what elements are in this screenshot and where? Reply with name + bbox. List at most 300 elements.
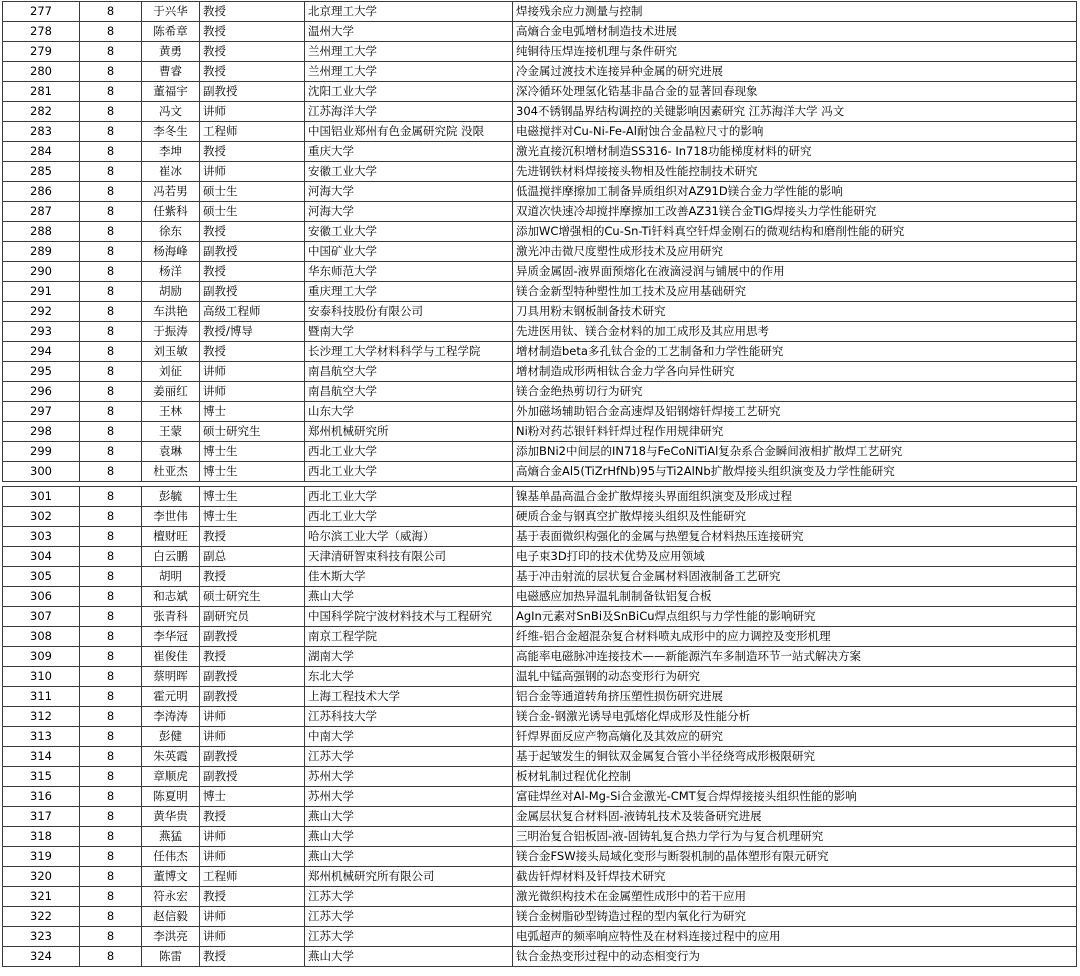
group-cell: 8 bbox=[80, 222, 142, 242]
group-cell: 8 bbox=[80, 102, 142, 122]
organization-cell: 西北工业大学 bbox=[305, 487, 513, 507]
name-cell: 燕猛 bbox=[142, 827, 200, 847]
group-cell: 8 bbox=[80, 2, 142, 22]
group-cell: 8 bbox=[80, 687, 142, 707]
name-cell: 于振涛 bbox=[142, 322, 200, 342]
group-cell: 8 bbox=[80, 707, 142, 727]
report-topic-cell: 截齿钎焊材料及钎焊技术研究 bbox=[513, 867, 1077, 887]
report-topic-cell: 304不锈钢晶界结构调控的关键影响因素研究 江苏海洋大学 冯文 bbox=[513, 102, 1077, 122]
report-topic-cell: 温轧中锰高强钢的动态变形行为研究 bbox=[513, 667, 1077, 687]
report-topic-cell: 增材制造beta多孔钛合金的工艺制备和力学性能研究 bbox=[513, 342, 1077, 362]
name-cell: 杨海峰 bbox=[142, 242, 200, 262]
table-row bbox=[3, 22, 1077, 42]
group-cell: 8 bbox=[80, 767, 142, 787]
name-cell: 冯文 bbox=[142, 102, 200, 122]
row-number-cell: 315 bbox=[3, 767, 80, 787]
row-number-cell: 292 bbox=[3, 302, 80, 322]
report-topic-cell: 镁合金树脂砂型铸造过程的型内氧化行为研究 bbox=[513, 907, 1077, 927]
job-title-cell: 讲师 bbox=[200, 847, 305, 867]
group-cell: 8 bbox=[80, 22, 142, 42]
organization-cell: 东北大学 bbox=[305, 667, 513, 687]
row-number-cell: 305 bbox=[3, 567, 80, 587]
report-topic-cell: 激光微织构技术在金属塑性成形中的若干应用 bbox=[513, 887, 1077, 907]
table-row bbox=[3, 462, 1077, 482]
group-cell: 8 bbox=[80, 867, 142, 887]
row-number-cell: 293 bbox=[3, 322, 80, 342]
table-row bbox=[3, 42, 1077, 62]
group-cell: 8 bbox=[80, 62, 142, 82]
job-title-cell: 副教授 bbox=[200, 667, 305, 687]
organization-cell: 华东师范大学 bbox=[305, 262, 513, 282]
organization-cell: 燕山大学 bbox=[305, 847, 513, 867]
job-title-cell: 教授 bbox=[200, 807, 305, 827]
name-cell: 檀财旺 bbox=[142, 527, 200, 547]
group-cell: 8 bbox=[80, 507, 142, 527]
table-row bbox=[3, 2, 1077, 22]
table-row bbox=[3, 82, 1077, 102]
row-number-cell: 298 bbox=[3, 422, 80, 442]
name-cell: 李洪亮 bbox=[142, 927, 200, 947]
report-topic-cell: 冷金属过渡技术连接异种金属的研究进展 bbox=[513, 62, 1077, 82]
row-number-cell: 306 bbox=[3, 587, 80, 607]
name-cell: 董博文 bbox=[142, 867, 200, 887]
report-topic-cell: 三明治复合铝板固-液-固铸轧复合热力学行为与复合机理研究 bbox=[513, 827, 1077, 847]
row-number-cell: 322 bbox=[3, 907, 80, 927]
group-cell: 8 bbox=[80, 342, 142, 362]
group-cell: 8 bbox=[80, 827, 142, 847]
job-title-cell: 副教授 bbox=[200, 282, 305, 302]
report-topic-cell: AgIn元素对SnBi及SnBiCu焊点组织与力学性能的影响研究 bbox=[513, 607, 1077, 627]
job-title-cell: 教授 bbox=[200, 2, 305, 22]
name-cell: 徐东 bbox=[142, 222, 200, 242]
name-cell: 王蒙 bbox=[142, 422, 200, 442]
group-cell: 8 bbox=[80, 262, 142, 282]
group-cell: 8 bbox=[80, 927, 142, 947]
name-cell: 崔俊佳 bbox=[142, 647, 200, 667]
table-row bbox=[3, 322, 1077, 342]
organization-cell: 中国科学院宁波材料技术与工程研究 bbox=[305, 607, 513, 627]
table-row bbox=[3, 947, 1077, 967]
organization-cell: 中南大学 bbox=[305, 727, 513, 747]
organization-cell: 苏州大学 bbox=[305, 787, 513, 807]
row-number-cell: 308 bbox=[3, 627, 80, 647]
group-cell: 8 bbox=[80, 647, 142, 667]
report-topic-cell: 板材轧制过程优化控制 bbox=[513, 767, 1077, 787]
job-title-cell: 硕士研究生 bbox=[200, 587, 305, 607]
row-number-cell: 303 bbox=[3, 527, 80, 547]
organization-cell: 燕山大学 bbox=[305, 807, 513, 827]
table-row bbox=[3, 587, 1077, 607]
group-cell: 8 bbox=[80, 242, 142, 262]
job-title-cell: 教授 bbox=[200, 947, 305, 967]
name-cell: 杜亚杰 bbox=[142, 462, 200, 482]
speaker-table-sheet bbox=[2, 1, 1076, 967]
row-number-cell: 296 bbox=[3, 382, 80, 402]
report-topic-cell: 异质金属固-液界面预熔化在液滴浸润与铺展中的作用 bbox=[513, 262, 1077, 282]
row-number-cell: 300 bbox=[3, 462, 80, 482]
job-title-cell: 教授 bbox=[200, 887, 305, 907]
table-row bbox=[3, 847, 1077, 867]
row-number-cell: 288 bbox=[3, 222, 80, 242]
table-row bbox=[3, 402, 1077, 422]
job-title-cell: 讲师 bbox=[200, 362, 305, 382]
group-cell: 8 bbox=[80, 787, 142, 807]
name-cell: 朱英霞 bbox=[142, 747, 200, 767]
job-title-cell: 讲师 bbox=[200, 102, 305, 122]
name-cell: 胡明 bbox=[142, 567, 200, 587]
name-cell: 李华冠 bbox=[142, 627, 200, 647]
table-row bbox=[3, 707, 1077, 727]
organization-cell: 安泰科技股份有限公司 bbox=[305, 302, 513, 322]
table-row bbox=[3, 727, 1077, 747]
group-cell: 8 bbox=[80, 422, 142, 442]
organization-cell: 南昌航空大学 bbox=[305, 362, 513, 382]
group-cell: 8 bbox=[80, 587, 142, 607]
job-title-cell: 博士 bbox=[200, 787, 305, 807]
organization-cell: 西北工业大学 bbox=[305, 462, 513, 482]
name-cell: 于兴华 bbox=[142, 2, 200, 22]
speaker-table bbox=[2, 1, 1077, 967]
organization-cell: 江苏海洋大学 bbox=[305, 102, 513, 122]
row-number-cell: 279 bbox=[3, 42, 80, 62]
table-row bbox=[3, 242, 1077, 262]
table-row bbox=[3, 907, 1077, 927]
name-cell: 赵信毅 bbox=[142, 907, 200, 927]
job-title-cell: 高级工程师 bbox=[200, 302, 305, 322]
name-cell: 胡励 bbox=[142, 282, 200, 302]
job-title-cell: 教授 bbox=[200, 262, 305, 282]
name-cell: 车洪艳 bbox=[142, 302, 200, 322]
report-topic-cell: 电子束3D打印的技术优势及应用领域 bbox=[513, 547, 1077, 567]
row-number-cell: 287 bbox=[3, 202, 80, 222]
group-cell: 8 bbox=[80, 162, 142, 182]
organization-cell: 燕山大学 bbox=[305, 587, 513, 607]
table-row bbox=[3, 647, 1077, 667]
group-cell: 8 bbox=[80, 947, 142, 967]
name-cell: 李涛涛 bbox=[142, 707, 200, 727]
row-number-cell: 289 bbox=[3, 242, 80, 262]
row-number-cell: 297 bbox=[3, 402, 80, 422]
report-topic-cell: 硬质合金与钢真空扩散焊接头组织及性能研究 bbox=[513, 507, 1077, 527]
name-cell: 陈希章 bbox=[142, 22, 200, 42]
report-topic-cell: 电磁感应加热异温轧制制备钛铝复合板 bbox=[513, 587, 1077, 607]
table-row bbox=[3, 827, 1077, 847]
job-title-cell: 博士生 bbox=[200, 507, 305, 527]
organization-cell: 安徽工业大学 bbox=[305, 222, 513, 242]
row-number-cell: 313 bbox=[3, 727, 80, 747]
report-topic-cell: 深冷循环处理氢化锆基非晶合金的显著回春现象 bbox=[513, 82, 1077, 102]
row-number-cell: 320 bbox=[3, 867, 80, 887]
row-number-cell: 318 bbox=[3, 827, 80, 847]
group-cell: 8 bbox=[80, 42, 142, 62]
organization-cell: 郑州机械研究所有限公司 bbox=[305, 867, 513, 887]
job-title-cell: 教授 bbox=[200, 142, 305, 162]
report-topic-cell: 富硅焊丝对Al-Mg-Si合金激光-CMT复合焊焊接接头组织性能的影响 bbox=[513, 787, 1077, 807]
organization-cell: 兰州理工大学 bbox=[305, 62, 513, 82]
organization-cell: 湖南大学 bbox=[305, 647, 513, 667]
name-cell: 李世伟 bbox=[142, 507, 200, 527]
group-cell: 8 bbox=[80, 402, 142, 422]
job-title-cell: 副研究员 bbox=[200, 607, 305, 627]
row-number-cell: 317 bbox=[3, 807, 80, 827]
job-title-cell: 副教授 bbox=[200, 627, 305, 647]
report-topic-cell: 纤维-铝合金超混杂复合材料喷丸成形中的应力调控及变形机理 bbox=[513, 627, 1077, 647]
table-row bbox=[3, 222, 1077, 242]
organization-cell: 西北工业大学 bbox=[305, 507, 513, 527]
job-title-cell: 教授 bbox=[200, 62, 305, 82]
report-topic-cell: 金属层状复合材料固-液铸轧技术及装备研究进展 bbox=[513, 807, 1077, 827]
report-topic-cell: 镁合金绝热剪切行为研究 bbox=[513, 382, 1077, 402]
name-cell: 冯若男 bbox=[142, 182, 200, 202]
job-title-cell: 副教授 bbox=[200, 747, 305, 767]
report-topic-cell: 铝合金等通道转角挤压塑性损伤研究进展 bbox=[513, 687, 1077, 707]
table-row bbox=[3, 487, 1077, 507]
report-topic-cell: 刀具用粉末钢板制备技术研究 bbox=[513, 302, 1077, 322]
organization-cell: 中国矿业大学 bbox=[305, 242, 513, 262]
name-cell: 曹睿 bbox=[142, 62, 200, 82]
table-row bbox=[3, 927, 1077, 947]
job-title-cell: 硕士研究生 bbox=[200, 422, 305, 442]
table-row bbox=[3, 627, 1077, 647]
name-cell: 和志斌 bbox=[142, 587, 200, 607]
group-cell: 8 bbox=[80, 302, 142, 322]
group-cell: 8 bbox=[80, 382, 142, 402]
organization-cell: 哈尔滨工业大学（威海） bbox=[305, 527, 513, 547]
name-cell: 霍元明 bbox=[142, 687, 200, 707]
row-number-cell: 277 bbox=[3, 2, 80, 22]
row-number-cell: 307 bbox=[3, 607, 80, 627]
name-cell: 姜丽红 bbox=[142, 382, 200, 402]
name-cell: 黄勇 bbox=[142, 42, 200, 62]
organization-cell: 长沙理工大学材料科学与工程学院 bbox=[305, 342, 513, 362]
row-number-cell: 282 bbox=[3, 102, 80, 122]
report-topic-cell: 焊接残余应力测量与控制 bbox=[513, 2, 1077, 22]
organization-cell: 苏州大学 bbox=[305, 767, 513, 787]
job-title-cell: 讲师 bbox=[200, 827, 305, 847]
report-topic-cell: 先进医用钛、镁合金材料的加工成形及其应用思考 bbox=[513, 322, 1077, 342]
report-topic-cell: 纯铜待压焊连接机理与条件研究 bbox=[513, 42, 1077, 62]
table-row bbox=[3, 547, 1077, 567]
row-number-cell: 290 bbox=[3, 262, 80, 282]
job-title-cell: 教授/博导 bbox=[200, 322, 305, 342]
organization-cell: 江苏大学 bbox=[305, 747, 513, 767]
organization-cell: 沈阳工业大学 bbox=[305, 82, 513, 102]
row-number-cell: 283 bbox=[3, 122, 80, 142]
name-cell: 蔡明晖 bbox=[142, 667, 200, 687]
row-number-cell: 280 bbox=[3, 62, 80, 82]
group-cell: 8 bbox=[80, 627, 142, 647]
organization-cell: 燕山大学 bbox=[305, 947, 513, 967]
name-cell: 李坤 bbox=[142, 142, 200, 162]
organization-cell: 中国铝业郑州有色金属研究院 没限 bbox=[305, 122, 513, 142]
group-cell: 8 bbox=[80, 442, 142, 462]
organization-cell: 河海大学 bbox=[305, 202, 513, 222]
table-row bbox=[3, 162, 1077, 182]
job-title-cell: 讲师 bbox=[200, 162, 305, 182]
group-cell: 8 bbox=[80, 667, 142, 687]
job-title-cell: 讲师 bbox=[200, 927, 305, 947]
group-cell: 8 bbox=[80, 142, 142, 162]
job-title-cell: 教授 bbox=[200, 647, 305, 667]
organization-cell: 暨南大学 bbox=[305, 322, 513, 342]
group-cell: 8 bbox=[80, 607, 142, 627]
table-row bbox=[3, 567, 1077, 587]
job-title-cell: 工程师 bbox=[200, 122, 305, 142]
name-cell: 黄华贵 bbox=[142, 807, 200, 827]
group-cell: 8 bbox=[80, 462, 142, 482]
group-cell: 8 bbox=[80, 182, 142, 202]
job-title-cell: 讲师 bbox=[200, 707, 305, 727]
table-body bbox=[3, 2, 1077, 967]
job-title-cell: 教授 bbox=[200, 567, 305, 587]
report-topic-cell: 先进钢铁材料焊接接头物相及性能控制技术研究 bbox=[513, 162, 1077, 182]
group-cell: 8 bbox=[80, 202, 142, 222]
job-title-cell: 副教授 bbox=[200, 82, 305, 102]
group-cell: 8 bbox=[80, 322, 142, 342]
job-title-cell: 副教授 bbox=[200, 242, 305, 262]
table-row bbox=[3, 607, 1077, 627]
organization-cell: 燕山大学 bbox=[305, 827, 513, 847]
name-cell: 任伟杰 bbox=[142, 847, 200, 867]
job-title-cell: 讲师 bbox=[200, 727, 305, 747]
job-title-cell: 硕士生 bbox=[200, 202, 305, 222]
row-number-cell: 314 bbox=[3, 747, 80, 767]
name-cell: 崔冰 bbox=[142, 162, 200, 182]
organization-cell: 温州大学 bbox=[305, 22, 513, 42]
organization-cell: 江苏大学 bbox=[305, 887, 513, 907]
organization-cell: 南昌航空大学 bbox=[305, 382, 513, 402]
row-number-cell: 278 bbox=[3, 22, 80, 42]
name-cell: 任紫科 bbox=[142, 202, 200, 222]
job-title-cell: 讲师 bbox=[200, 382, 305, 402]
row-number-cell: 311 bbox=[3, 687, 80, 707]
row-number-cell: 281 bbox=[3, 82, 80, 102]
row-number-cell: 301 bbox=[3, 487, 80, 507]
name-cell: 张青科 bbox=[142, 607, 200, 627]
job-title-cell: 博士生 bbox=[200, 462, 305, 482]
table-row bbox=[3, 787, 1077, 807]
group-cell: 8 bbox=[80, 527, 142, 547]
name-cell: 王林 bbox=[142, 402, 200, 422]
row-number-cell: 321 bbox=[3, 887, 80, 907]
name-cell: 刘玉敏 bbox=[142, 342, 200, 362]
job-title-cell: 副教授 bbox=[200, 687, 305, 707]
row-number-cell: 310 bbox=[3, 667, 80, 687]
group-cell: 8 bbox=[80, 487, 142, 507]
row-number-cell: 299 bbox=[3, 442, 80, 462]
report-topic-cell: 电弧超声的频率响应特性及在材料连接过程中的应用 bbox=[513, 927, 1077, 947]
job-title-cell: 教授 bbox=[200, 342, 305, 362]
group-cell: 8 bbox=[80, 82, 142, 102]
group-cell: 8 bbox=[80, 727, 142, 747]
report-topic-cell: 镍基单晶高温合金扩散焊接头界面组织演变及形成过程 bbox=[513, 487, 1077, 507]
name-cell: 白云鹏 bbox=[142, 547, 200, 567]
row-number-cell: 285 bbox=[3, 162, 80, 182]
report-topic-cell: 添加WC增强相的Cu-Sn-Ti钎料真空钎焊金刚石的微观结构和磨削性能的研究 bbox=[513, 222, 1077, 242]
job-title-cell: 教授 bbox=[200, 22, 305, 42]
organization-cell: 江苏大学 bbox=[305, 927, 513, 947]
table-row bbox=[3, 687, 1077, 707]
row-number-cell: 324 bbox=[3, 947, 80, 967]
report-topic-cell: 基于表面微织构强化的金属与热塑复合材料热压连接研究 bbox=[513, 527, 1077, 547]
job-title-cell: 副总 bbox=[200, 547, 305, 567]
job-title-cell: 教授 bbox=[200, 527, 305, 547]
organization-cell: 重庆大学 bbox=[305, 142, 513, 162]
organization-cell: 上海工程技术大学 bbox=[305, 687, 513, 707]
report-topic-cell: 激光冲击微尺度塑性成形技术及应用研究 bbox=[513, 242, 1077, 262]
table-row bbox=[3, 62, 1077, 82]
table-row bbox=[3, 262, 1077, 282]
row-number-cell: 323 bbox=[3, 927, 80, 947]
group-cell: 8 bbox=[80, 567, 142, 587]
organization-cell: 佳木斯大学 bbox=[305, 567, 513, 587]
table-row bbox=[3, 442, 1077, 462]
report-topic-cell: 钛合金热变形过程中的动态相变行为 bbox=[513, 947, 1077, 967]
table-row bbox=[3, 362, 1077, 382]
job-title-cell: 博士生 bbox=[200, 487, 305, 507]
row-number-cell: 302 bbox=[3, 507, 80, 527]
table-row bbox=[3, 202, 1077, 222]
name-cell: 董福宇 bbox=[142, 82, 200, 102]
row-number-cell: 295 bbox=[3, 362, 80, 382]
report-topic-cell: 双道次快速冷却搅拌摩擦加工改善AZ31镁合金TIG焊接头力学性能研究 bbox=[513, 202, 1077, 222]
report-topic-cell: 高熵合金电弧增材制造技术进展 bbox=[513, 22, 1077, 42]
group-cell: 8 bbox=[80, 887, 142, 907]
table-row bbox=[3, 102, 1077, 122]
table-row bbox=[3, 807, 1077, 827]
report-topic-cell: 钎焊界面反应产物高熵化及其效应的研究 bbox=[513, 727, 1077, 747]
row-number-cell: 286 bbox=[3, 182, 80, 202]
table-row bbox=[3, 767, 1077, 787]
report-topic-cell: 高能率电磁脉冲连接技术——新能源汽车多制造环节一站式解决方案 bbox=[513, 647, 1077, 667]
organization-cell: 西北工业大学 bbox=[305, 442, 513, 462]
organization-cell: 兰州理工大学 bbox=[305, 42, 513, 62]
job-title-cell: 博士生 bbox=[200, 442, 305, 462]
table-row bbox=[3, 867, 1077, 887]
name-cell: 彭健 bbox=[142, 727, 200, 747]
report-topic-cell: 镁合金-钢激光诱导电弧熔化焊成形及性能分析 bbox=[513, 707, 1077, 727]
name-cell: 陈雷 bbox=[142, 947, 200, 967]
row-number-cell: 284 bbox=[3, 142, 80, 162]
organization-cell: 北京理工大学 bbox=[305, 2, 513, 22]
row-number-cell: 316 bbox=[3, 787, 80, 807]
report-topic-cell: 高熵合金Al5(TiZrHfNb)95与Ti2AlNb扩散焊接头组织演变及力学性能研究 bbox=[513, 462, 1077, 482]
report-topic-cell: 基于冲击射流的层状复合金属材料固液制备工艺研究 bbox=[513, 567, 1077, 587]
group-cell: 8 bbox=[80, 122, 142, 142]
job-title-cell: 工程师 bbox=[200, 867, 305, 887]
job-title-cell: 教授 bbox=[200, 42, 305, 62]
report-topic-cell: 激光直接沉积增材制造SS316- In718功能梯度材料的研究 bbox=[513, 142, 1077, 162]
row-number-cell: 304 bbox=[3, 547, 80, 567]
report-topic-cell: Ni粉对药芯银钎料钎焊过程作用规律研究 bbox=[513, 422, 1077, 442]
job-title-cell: 硕士生 bbox=[200, 182, 305, 202]
row-number-cell: 294 bbox=[3, 342, 80, 362]
job-title-cell: 博士 bbox=[200, 402, 305, 422]
group-cell: 8 bbox=[80, 907, 142, 927]
table-row bbox=[3, 422, 1077, 442]
group-cell: 8 bbox=[80, 747, 142, 767]
group-cell: 8 bbox=[80, 547, 142, 567]
organization-cell: 江苏大学 bbox=[305, 907, 513, 927]
table-row bbox=[3, 142, 1077, 162]
table-row bbox=[3, 122, 1077, 142]
table-row bbox=[3, 527, 1077, 547]
organization-cell: 天津清研智束科技有限公司 bbox=[305, 547, 513, 567]
report-topic-cell: 外加磁场辅助铝合金高速焊及铝钢熔钎焊接工艺研究 bbox=[513, 402, 1077, 422]
group-cell: 8 bbox=[80, 282, 142, 302]
organization-cell: 山东大学 bbox=[305, 402, 513, 422]
organization-cell: 南京工程学院 bbox=[305, 627, 513, 647]
